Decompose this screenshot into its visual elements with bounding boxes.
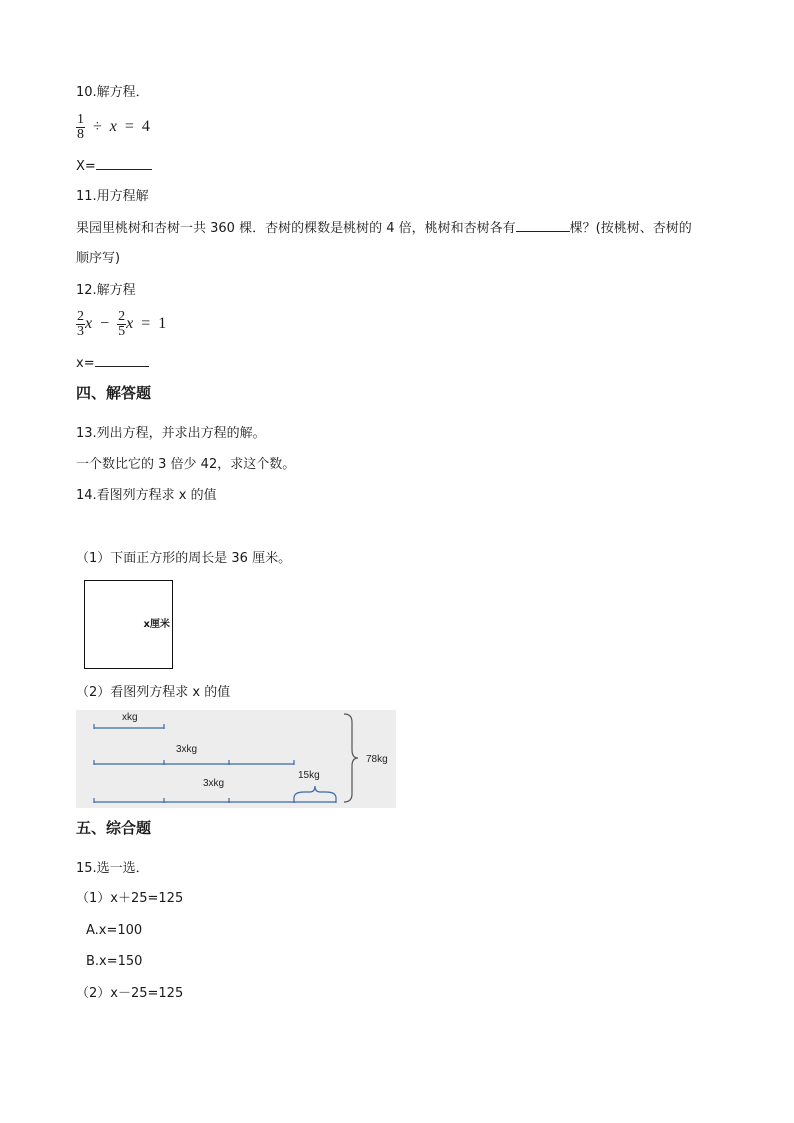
q11-text-c: 顺序写) (76, 251, 121, 266)
diagram-brace-label: 15kg (298, 770, 320, 781)
q10-numerator: 1 (77, 112, 84, 127)
q12-equation (76, 310, 166, 339)
q10-rhs: 4 (141, 118, 150, 136)
q12-denominator-2: 5 (118, 324, 126, 339)
section5-title: 五、综合题 (76, 819, 152, 837)
q14-square-label: x厘米 (143, 619, 170, 630)
q15-sub1: （1）x＋25=125 (76, 891, 184, 906)
q12-variable-2: x (126, 315, 134, 333)
q14-bar-diagram-svg (76, 710, 396, 808)
q12-numerator-2: 2 (118, 309, 126, 324)
q11-text-line1 (76, 219, 692, 238)
q13-text: 一个数比它的 3 倍少 42，求这个数。 (76, 457, 296, 472)
q11-text-a: 果园里桃树和杏树一共 360 棵．杏树的棵数是桃树的 4 倍，桃树和杏树各有 (76, 221, 516, 236)
q11-text-b: 棵？(按桃树、杏树的 (569, 221, 692, 236)
q10-operator: ÷ (93, 118, 102, 136)
q12-variable-1: x (85, 315, 93, 333)
q10-equals: = (124, 118, 134, 136)
q10-denominator: 8 (77, 127, 84, 142)
q10-variable: x (109, 118, 117, 136)
q12-title: 12.解方程 (76, 283, 136, 298)
q10-answer (76, 157, 152, 176)
q12-fraction-2 (117, 310, 126, 339)
q14-square (84, 580, 173, 669)
q14-sub1: （1）下面正方形的周长是 36 厘米。 (76, 551, 292, 566)
q11-answer-blank[interactable] (516, 219, 570, 232)
q10-answer-blank[interactable] (96, 157, 152, 170)
q12-fraction-1 (76, 310, 85, 339)
q15-option-b[interactable]: B.x=150 (86, 954, 143, 969)
section4-title: 四、解答题 (76, 384, 152, 402)
q12-answer (76, 354, 149, 373)
q15-title: 15.选一选． (76, 861, 149, 876)
q10-fraction (76, 113, 85, 142)
diagram-row2-label: 3xkg (176, 744, 198, 755)
diagram-total-label: 78kg (366, 754, 388, 765)
q14-bar-diagram (76, 710, 396, 808)
q10-equation (76, 113, 150, 142)
q12-denominator-1: 3 (77, 324, 84, 339)
q12-answer-label: x= (76, 356, 95, 371)
q12-answer-blank[interactable] (95, 354, 149, 367)
q15-option-a[interactable]: A.x=100 (86, 923, 143, 938)
q12-numerator-1: 2 (77, 309, 84, 324)
q13-title: 13.列出方程，并求出方程的解。 (76, 426, 266, 441)
diagram-row3-label: 3xkg (203, 778, 225, 789)
q14-title: 14.看图列方程求 x 的值 (76, 488, 217, 503)
q10-answer-label: X= (76, 159, 96, 174)
q12-rhs: 1 (158, 315, 167, 333)
q12-minus: − (100, 315, 110, 333)
diagram-row1-label: xkg (122, 712, 138, 723)
q14-total-brace (344, 714, 358, 802)
q15-sub2: （2）x－25=125 (76, 986, 184, 1001)
q11-title: 11.用方程解 (76, 189, 149, 204)
q14-small-brace (294, 786, 336, 798)
q10-title: 10.解方程． (76, 85, 149, 100)
q14-sub2: （2）看图列方程求 x 的值 (76, 685, 231, 700)
q12-equals: = (141, 315, 151, 333)
